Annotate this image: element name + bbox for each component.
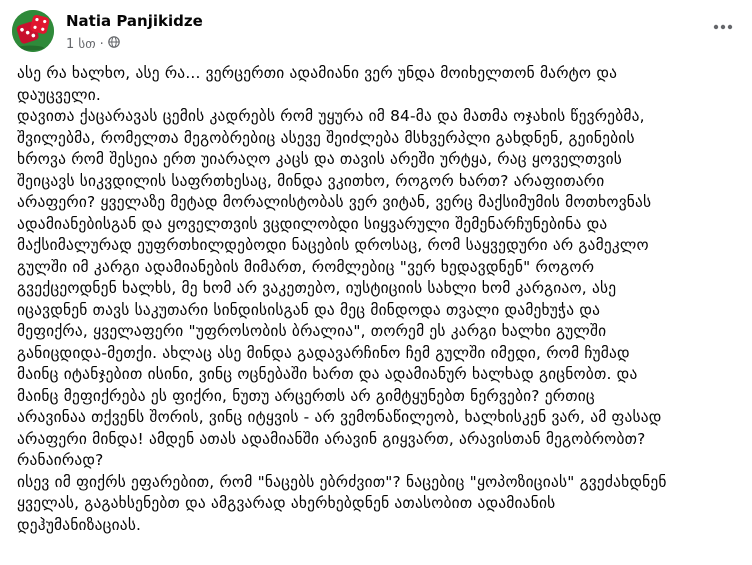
more-options-button[interactable] bbox=[708, 16, 738, 38]
post-text bbox=[17, 63, 739, 536]
avatar[interactable] bbox=[12, 10, 54, 52]
post-paragraph: დავითა ქაცარავას ცემის კადრებს რომ უყურა იმ 84-მა და მათმა ოჯახის წევრებმა, შვილებმა, რომელთა მეგობრებიც ასევე შეიძლება მსხვერპლი გახდნენ, გეინების ხროვა რომ შესეია ერთ უიარაღო კაცს და თავის არეში ურტყა, რაც ყოველთვის შეიცავს სიკვდილის საფრთხესაც, მინდა ვკითხო, როგორ ხართ? არაფითარი არაფერი? ყველაზე მეტად მორალისტობას ვერ ვიტან, ვერც მაქსიმუმის მოთხოვნას ადამიანებისგან და ყოველთვის ვცდილობდი სიყვარული შემენარჩუნებინა და მაქსიმალურად ეუფრთხილდებოდი ნაცების დროსაც, რომ საყვედური არ გამეკლო გულში იმ კარგი ადამიანების მიმართ, რომლებიც "ვერ ხედავდნენ" როგორ გვექცეოდნენ ხალხს, მე ხომ არ ვაკეთებო, იუსტიციის სახლი ხომ კარგიაო, ასე იცავდნენ თავს საკუთარი სინდისისგან და მეც მინდოდა თვალი დამეხუჭა და მეფიქრა, ყველაფერი "უფროსობის ბრალია", თორემ ეს კარგი ხალხი გულში განიცდიდა-მეთქი. ახლაც ასე მინდა გადავარჩინო ჩემ გულში იმედი, რომ ჩუმად მაინც იტანჯებით ისინი, ვინც ოცნებაში ხართ და ადამიანურ ხალხად გიცნობთ. და მაინც მეფიქრება ეს ფიქრი, ნუთუ არცერთს არ გიმტყუნებთ ნერვები? ერთიც არავინაა თქვენს შორის, ვინც იტყვის - არ ვემონაწილეობ, ხალხისკენ ვარ, ამ ფასად არაფერი მინდა! ამდენ ათას ადამიანში არავინ გიყვართ, არავისთან მეგობრობთ? რანაირად? bbox=[17, 107, 662, 469]
post-meta bbox=[66, 36, 120, 52]
meta-separator: · bbox=[99, 36, 104, 52]
author-name[interactable]: Natia Panjikidze bbox=[66, 12, 203, 30]
post-paragraph: ასე რა ხალხო, ასე რა... ვერცერთი ადამიანი ვერ უნდა მოიხელთონ მარტო და დაუცველი. bbox=[17, 64, 618, 104]
dice-icon bbox=[12, 10, 54, 52]
more-options-icon bbox=[713, 24, 733, 30]
post-header bbox=[12, 10, 740, 60]
post-paragraph: ისევ იმ ფიქრს ეფარებით, რომ "ნაცებს ებრძვით"? ნაცებიც "ყოპოზიციას" გვეძახდნენ ყველას, გაგახსენებთ და ამგვარად ახერხებდნენ ათასობით ადამიანის დეჰუმანიზაციას. bbox=[17, 472, 667, 534]
post-time[interactable]: 1 სთ bbox=[66, 36, 96, 52]
globe-icon[interactable] bbox=[108, 36, 120, 52]
